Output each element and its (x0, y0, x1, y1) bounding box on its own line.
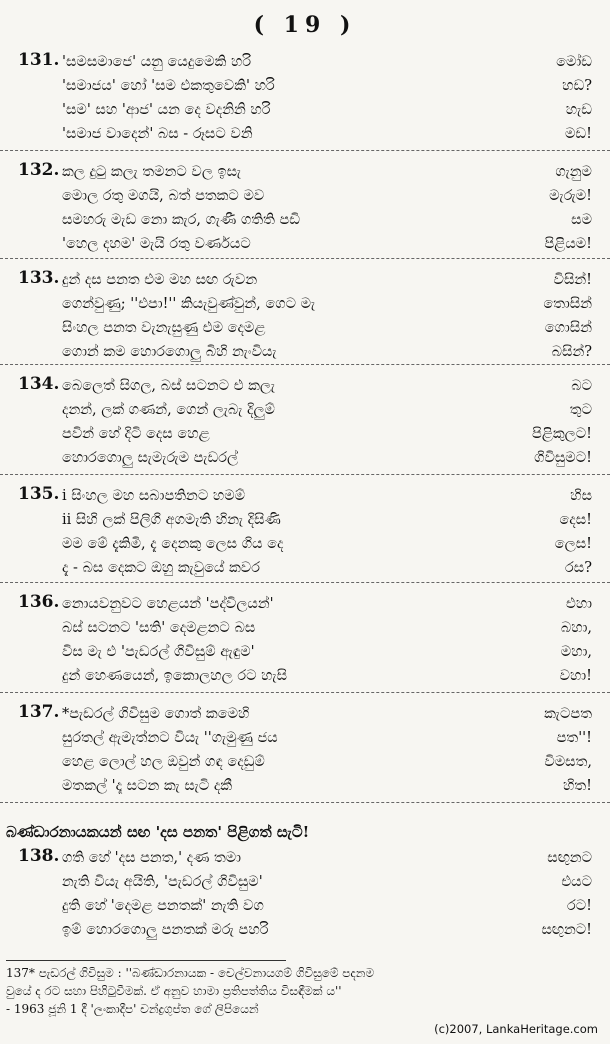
verse-text: ගති හේ 'දස පනත,' දණ තමා (62, 850, 241, 866)
verse-rhyme: ගිවිසුමට! (534, 450, 592, 466)
verse-line (62, 616, 592, 640)
verse-rhyme: මැරුම! (549, 188, 592, 204)
verse-rhyme: සම (571, 212, 592, 228)
verse-line (62, 374, 592, 398)
stanza-number: 135. (18, 484, 60, 504)
verse-line (62, 846, 592, 870)
verse-text: මම මේ දැකිමි, දැ දෙනකු ලෙස ගිය දෙ (62, 536, 284, 552)
verse-line (62, 870, 592, 894)
verse-text: 'සමාජය' හෝ 'සම එකතුවෙකි' හරි (62, 78, 275, 94)
verse-line (62, 508, 592, 532)
footnote-divider (6, 960, 286, 961)
page-number: ( 19 ) (253, 12, 357, 38)
verse-rhyme: හැඩ (565, 102, 592, 118)
verse-line (62, 664, 592, 688)
verse-text: විස මැ එ 'පැඩරල් ගිවිසුම් ඇඳුම' (62, 644, 255, 660)
verse-line (62, 750, 592, 774)
verse-rhyme: පිළියම! (544, 236, 592, 252)
verse-line (62, 160, 592, 184)
verse-rhyme: ගැනුම (555, 164, 592, 180)
verse-line (62, 98, 592, 122)
verse-line (62, 894, 592, 918)
verse-rhyme: පත''! (556, 730, 592, 746)
verse-line (62, 316, 592, 340)
verse-rhyme: හිත! (562, 778, 592, 794)
stanza-divider (0, 582, 610, 584)
stanza-divider (0, 474, 610, 476)
verse-rhyme: තොසින් (543, 296, 592, 312)
verse-text: සුරතල් ඇමැත්නට වියැ ''ගැමුණු ජය (62, 730, 278, 746)
verse-rhyme: ගොසින් (544, 320, 592, 336)
footnote (6, 964, 604, 1018)
stanza-number: 136. (18, 592, 60, 612)
verse-rhyme: මෝඩ (556, 54, 592, 70)
stanza-divider (0, 692, 610, 694)
verse-line (62, 774, 592, 798)
copyright-notice: (c)2007, LankaHeritage.com (434, 1022, 598, 1036)
verse-rhyme: එහා (566, 596, 592, 612)
verse-line (62, 640, 592, 664)
verse-rhyme: තුට (569, 402, 592, 418)
verse-line (62, 592, 592, 616)
footnote-line: - 1963 ජූනි 1 දී 'ලංකාදීප' චන්ද්‍රගුප්ත ගේ ලිපියෙන් (6, 1002, 259, 1016)
verse-rhyme: සඟුනට (547, 850, 592, 866)
verse-line (62, 292, 592, 316)
verse-text: සිංහල පනත වැනැසුණු එම දෙමළ (62, 320, 266, 336)
verse-line (62, 232, 592, 256)
verse-text: ඉම් හොරගොලු පනතක් මරු පහරි (62, 922, 269, 938)
stanza-divider (0, 364, 610, 366)
verse-text: දුන් හෙණයෙන්, ඉකොලහල රට හැසි (62, 668, 288, 684)
stanza-number: 131. (18, 50, 60, 70)
verse-rhyme: පිළිකුලට! (532, 426, 592, 442)
verse-text: හොරගොලු සැමැරුම පැඩරල් (62, 450, 239, 466)
verse-rhyme: බට (571, 378, 592, 394)
stanza-number: 137. (18, 702, 60, 722)
verse-text: ගෙන්වුණු; ''එපා!'' කියැවුණ්වුන්, ගෙට මැ (62, 296, 316, 312)
verse-text: 'සමාජ වාදෙන්' බස - රූසට වනි (62, 126, 253, 142)
verse-text: දුන් දස පනත එම මහ සඟ රුවන (62, 272, 258, 288)
verse-line (62, 184, 592, 208)
verse-line (62, 122, 592, 146)
verse-line (62, 532, 592, 556)
verse-text: *පැඩරල් ගිවිසුම ගොත් කමෙහි (62, 706, 250, 722)
verse-text: සමහරු මැඩ නො කැර, ගැණී ගතිති පඩි (62, 212, 301, 228)
verse-text: නැති වියැ අයිති, 'පැඩරල් ගිවිසුම' (62, 874, 263, 890)
stanza-divider (0, 258, 610, 260)
verse-line (62, 74, 592, 98)
verse-text: ii සිහි ලක් පිලිගි අගමැති හිනැ දිසිණි (62, 512, 281, 528)
verse-rhyme: මහා, (560, 644, 592, 660)
verse-rhyme: රට! (566, 898, 592, 914)
footnote-line: වුයේ ද රට සහා පිහිටුවීමක්. ඒ අනුව හාමා ප්‍රතිපත්තිය විසඳීමක් ය'' (6, 984, 342, 998)
section-heading: බණ්ඩාරනායකයන් සඟ 'දස පනත' පිළිගත් සැටි! (6, 823, 310, 841)
stanza-number: 133. (18, 268, 60, 288)
verse-rhyme: විමසත, (544, 754, 592, 770)
verse-text: i සිංහල මහ සබාපතිනට හමම් (62, 488, 246, 504)
verse-rhyme: බහා, (560, 620, 592, 636)
verse-line (62, 484, 592, 508)
verse-rhyme: ලෙස! (554, 536, 592, 552)
verse-line (62, 702, 592, 726)
verse-line (62, 556, 592, 580)
verse-rhyme: කැටපත (544, 706, 592, 722)
verse-text: නොයවනුවට හෙළයන් 'පද්විලයන්' (62, 596, 274, 612)
verse-rhyme: සඟුනට! (541, 922, 592, 938)
verse-text: ගොන් කම හොරගොලු බිහි නැංවියැ (62, 344, 277, 360)
verse-rhyme: බසින්? (551, 344, 592, 360)
verse-text: දැ - බස දෙකට ඔහු කැවුයේ කවර (62, 560, 260, 576)
verse-rhyme: වහා! (559, 668, 592, 684)
verse-text: දුති හේ 'දෙමළ පනතක්' නැති වග (62, 898, 264, 914)
verse-rhyme: දෙස! (559, 512, 592, 528)
verse-line (62, 208, 592, 232)
verse-text: මතකල් 'දෑ සටන කැ සැටි දකී (62, 778, 233, 794)
stanza-number: 138. (18, 846, 60, 866)
verse-text: දනන්, ලක් ගණන්, ගෙන් ලැබැ දිලුම් (62, 402, 275, 418)
stanza-number: 132. (18, 160, 60, 180)
verse-line (62, 726, 592, 750)
verse-line (62, 398, 592, 422)
verse-rhyme: මඩ! (565, 126, 592, 142)
verse-line (62, 50, 592, 74)
verse-line (62, 268, 592, 292)
verse-rhyme: රස? (565, 560, 592, 576)
stanza-divider (0, 802, 610, 804)
verse-text: කල දුටු කලැ තමනට වල ඉසැ (62, 164, 242, 180)
verse-text: හෙළ ලොල් හල ඔවුන් ගඳ දෙඩුම් (62, 754, 265, 770)
verse-text: බෙලෙත් සිගල, බස් සටනට එ කලැ (62, 378, 276, 394)
verse-text: 'හෙල දහම' මැයි රතු වර්ණයට (62, 236, 251, 252)
verse-line (62, 446, 592, 470)
verse-rhyme: විසින්! (553, 272, 592, 288)
stanza-number: 134. (18, 374, 60, 394)
footnote-line: 137* පැඩරල් ගිවිසුම : ''බණ්ඩාරනායක - චෙල්වනායගම් ගිවිසුමේ පදනම (6, 966, 375, 980)
verse-text: පවින් හේ දිටි දෙස හෙළ (62, 426, 210, 442)
verse-rhyme: එයට (561, 874, 592, 890)
stanza-divider (0, 150, 610, 152)
verse-text: 'සම' සහ 'ආජ' යන දෙ වදනිනි හරි (62, 102, 271, 118)
verse-line (62, 918, 592, 942)
verse-line (62, 340, 592, 364)
verse-line (62, 422, 592, 446)
verse-text: 'සමසමාජෙ' යනු යෙදුමෙකි හරි (62, 54, 252, 70)
verse-rhyme: හඩ? (562, 78, 592, 94)
verse-text: බස් සටනට 'සති' දෙමළනට බස (62, 620, 256, 636)
verse-text: මොල රතු මගයි, බත් පතකට මව (62, 188, 265, 204)
verse-rhyme: හිස (570, 488, 592, 504)
